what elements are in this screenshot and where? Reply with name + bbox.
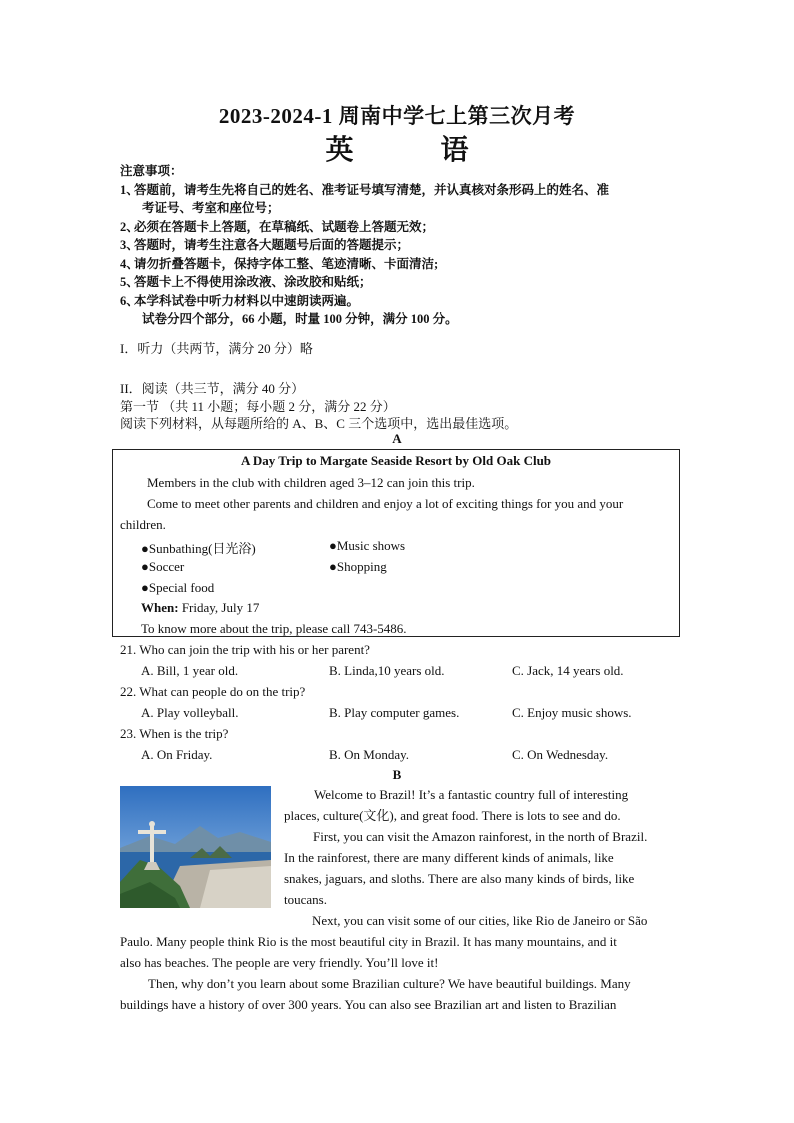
note-num: 3、	[120, 238, 139, 252]
passage-a-box-title: A Day Trip to Margate Seaside Resort by Old Oak Club	[240, 453, 552, 468]
passage-a-line: Members in the club with children aged 3–12 can join this trip.	[147, 475, 475, 490]
passage-a-line: children.	[120, 517, 166, 532]
passage-b-line: Welcome to Brazil! It’s a fantastic country full of interesting	[314, 787, 629, 802]
section-reading-instruction: 阅读下列材料，从每题所给的 A、B、C 三个选项中，选出最佳选项。	[120, 416, 518, 431]
passage-b-line: First, you can visit the Amazon rainforest, in the north of Brazil.	[313, 829, 648, 844]
option-b: B. Linda,10 years old.	[329, 663, 445, 678]
passage-a-label: A	[392, 431, 402, 446]
when-label: When:	[141, 600, 179, 615]
note-text: 请勿折叠答题卡，保持字体工整、笔迹清晰、卡面清洁;	[134, 256, 439, 271]
note-item	[120, 199, 680, 218]
note-item	[120, 255, 680, 274]
passage-b-line: snakes, jaguars, and sloths. There are also many kinds of birds, like	[284, 871, 635, 886]
note-num: 6、	[120, 293, 139, 308]
when-value: Friday, July 17	[178, 600, 260, 615]
note-item	[120, 292, 680, 311]
note-item	[120, 236, 680, 255]
question-21: 21. Who can join the trip with his or her parent?	[120, 642, 370, 657]
option-a: A. Bill, 1 year old.	[141, 663, 239, 678]
passage-b-label: B	[392, 767, 402, 782]
note-text: 答题卡上不得使用涂改液、涂改胶和贴纸；	[134, 275, 372, 289]
option-b: B. Play computer games.	[329, 705, 460, 720]
passage-b-line: Paulo. Many people think Rio is the most beautiful city in Brazil. It has many mountains, and it	[120, 934, 617, 949]
section-reading-title: II．阅读（共三节，满分 40 分）	[120, 381, 305, 396]
note-num: 5、	[120, 275, 139, 289]
passage-b-line: buildings have a history of over 300 years. You can also see Brazilian art and listen to Brazilian	[120, 997, 617, 1012]
note-text: 必须在答题卡上答题，在草稿纸、试题卷上答题无效；	[134, 219, 435, 234]
option-b: B. On Monday.	[329, 747, 410, 762]
notes-heading: 注意事项：	[120, 164, 183, 178]
activity-bullet: ●Soccer	[141, 559, 185, 574]
note-num: 4、	[120, 256, 139, 271]
note-item	[120, 273, 680, 292]
passage-b-line: Next, you can visit some of our cities, like Rio de Janeiro or São	[312, 913, 648, 928]
question-22: 22. What can people do on the trip?	[120, 684, 306, 699]
passage-b-line: also has beaches. The people are very friendly. You’ll love it!	[120, 955, 439, 970]
notes-section	[120, 162, 680, 329]
question-23: 23. When is the trip?	[120, 726, 229, 741]
passage-b-line: Then, why don’t you learn about some Brazilian culture? We have beautiful buildings. Many	[148, 976, 631, 991]
activity-bullet: ●Shopping	[329, 559, 387, 574]
note-item	[120, 218, 680, 237]
option-c: C. Jack, 14 years old.	[512, 663, 624, 678]
option-a: A. Play volleyball.	[141, 705, 239, 720]
rio-photo-illustration	[120, 786, 271, 908]
passage-b-line: In the rainforest, there are many different kinds of animals, like	[284, 850, 614, 865]
option-c: C. On Wednesday.	[512, 747, 609, 762]
note-num: 2、	[120, 219, 139, 234]
passage-a-box	[112, 449, 680, 637]
note-text: 答题时，请考生注意各大题题号后面的答题提示；	[134, 238, 410, 252]
passage-b-line: places, culture(文化), and great food. There is lots to see and do.	[284, 808, 621, 823]
note-text: 答题前，请考生先将自己的姓名、准考证号填写清楚，并认真核对条形码上的姓名、准	[134, 182, 610, 197]
note-text: 考证号、考室和座位号；	[142, 201, 280, 215]
notes-summary: 试卷分四个部分，66 小题，时量 100 分钟，满分 100 分。	[142, 312, 458, 326]
note-num: 1、	[120, 182, 139, 197]
option-c: C. Enjoy music shows.	[512, 705, 632, 720]
note-text: 本学科试卷中听力材料以中速朗读两遍。	[134, 293, 360, 308]
contact-line: To know more about the trip, please call 743-5486.	[141, 621, 407, 636]
section-reading-part: 第一节 （共 11 小题；每小题 2 分，满分 22 分）	[120, 399, 396, 414]
subject-title: 英 语	[325, 135, 509, 166]
section-listening: I．听力（共两节，满分 20 分）略	[120, 341, 313, 356]
activity-bullet: ●Special food	[141, 580, 215, 595]
activity-bullet: ●Music shows	[329, 538, 406, 553]
passage-a-line: Come to meet other parents and children and enjoy a lot of exciting things for you and your	[147, 496, 624, 511]
when-line	[141, 600, 259, 616]
passage-b-line: toucans.	[284, 892, 327, 907]
activity-bullet: ●Sunbathing(日光浴)	[141, 541, 256, 556]
rio-christ-photo	[120, 786, 271, 908]
option-a: A. On Friday.	[141, 747, 213, 762]
exam-title: 2023-2024-1 周南中学七上第三次月考	[218, 104, 576, 128]
note-item	[120, 181, 680, 200]
